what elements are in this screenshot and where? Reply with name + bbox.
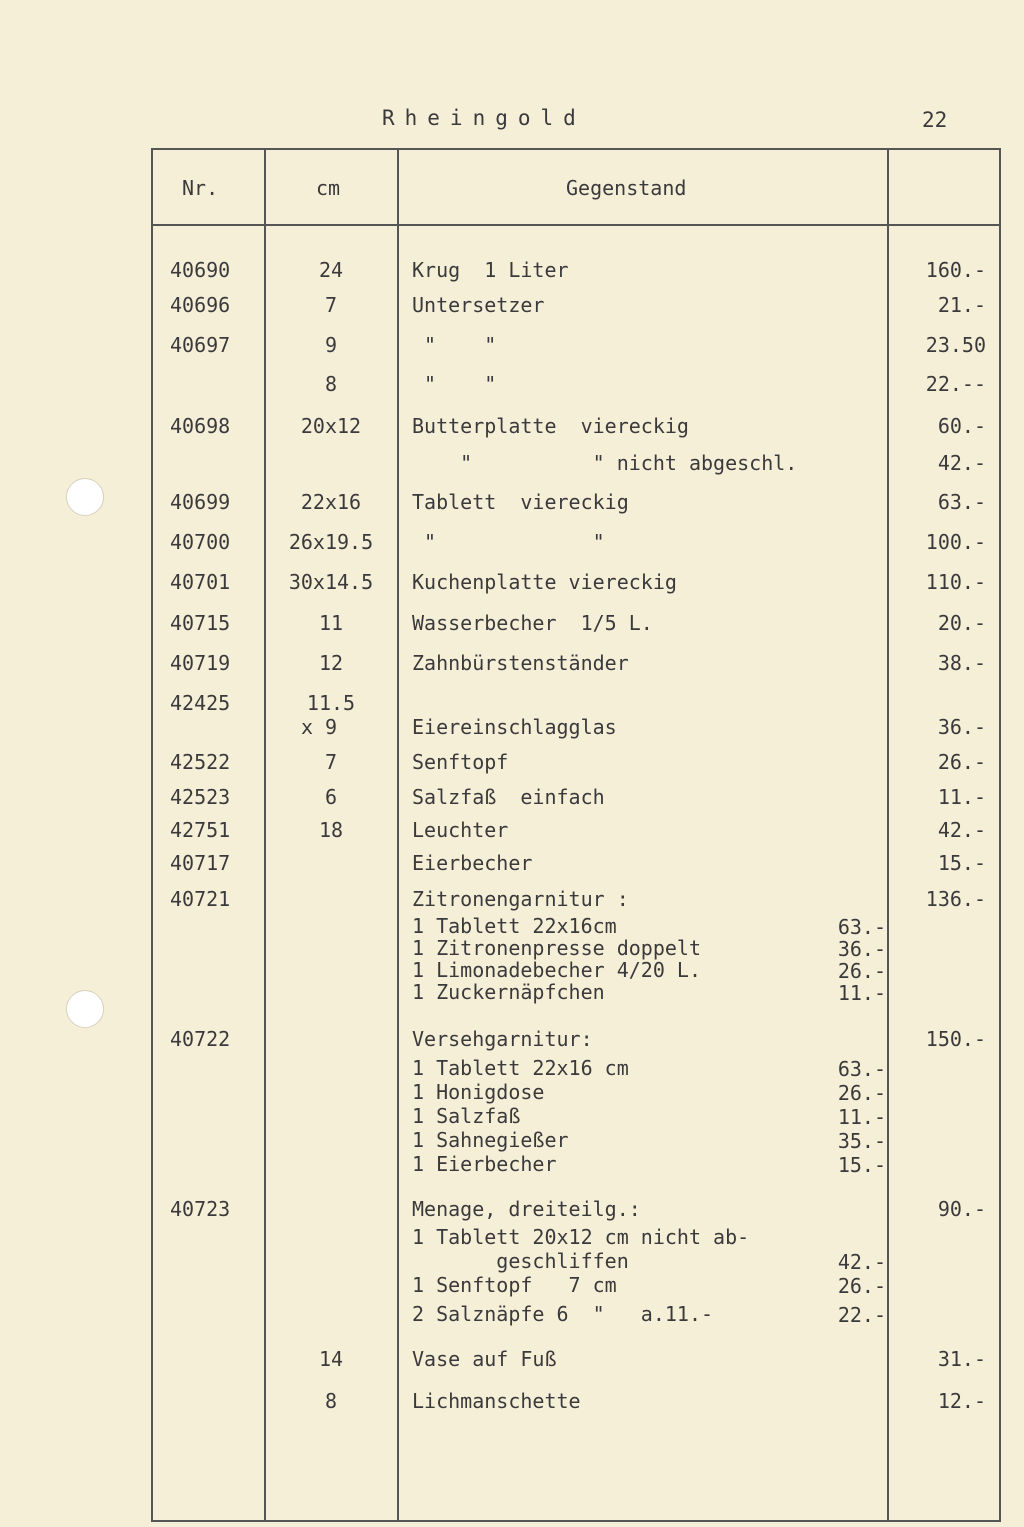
row-item: Lichmanschette	[412, 1389, 581, 1413]
row-number: 40719	[170, 651, 231, 675]
row-number: 42425	[170, 691, 231, 715]
row-price: 23.50	[925, 333, 986, 357]
set-item-text: 1 Eierbecher	[412, 1152, 557, 1176]
set-item-price: 42.-	[837, 1250, 886, 1274]
row-size: 11	[318, 611, 344, 635]
row-size-line2: x 9	[300, 715, 338, 739]
row-price: 11.-	[937, 785, 986, 809]
set-item-price: 35.-	[837, 1129, 886, 1153]
row-item: Zitronengarnitur :	[412, 887, 629, 911]
row-size: 14	[318, 1347, 344, 1371]
row-number: 40698	[170, 414, 231, 438]
set-item-price: 26.-	[837, 959, 886, 983]
table-border-top	[151, 148, 1001, 150]
set-item-price: 22.-	[837, 1303, 886, 1327]
row-price: 12.-	[937, 1389, 986, 1413]
row-price: 26.-	[937, 750, 986, 774]
row-price: 38.-	[937, 651, 986, 675]
table-border-bottom	[151, 1520, 1001, 1522]
punch-hole	[66, 990, 104, 1028]
row-price: 160.-	[925, 258, 986, 282]
row-number: 42523	[170, 785, 231, 809]
set-item-price: 63.-	[837, 915, 886, 939]
row-item: Leuchter	[412, 818, 509, 842]
row-item: Tablett viereckig	[412, 490, 629, 514]
row-number: 40717	[170, 851, 231, 875]
row-size: 8	[324, 372, 338, 396]
table-border-left	[151, 148, 153, 1522]
set-item-price: 15.-	[837, 1153, 886, 1177]
row-number: 42522	[170, 750, 231, 774]
row-size: 20x12	[300, 414, 362, 438]
row-size: 22x16	[300, 490, 362, 514]
row-item: " " nicht abgeschl.	[412, 451, 798, 475]
set-item-text: 1 Tablett 22x16cm	[412, 914, 617, 938]
row-number: 42751	[170, 818, 231, 842]
row-size: 8	[324, 1389, 338, 1413]
column-header-cm: cm	[316, 176, 341, 200]
row-size: 6	[324, 785, 338, 809]
row-price: 60.-	[937, 414, 986, 438]
row-size: 24	[318, 258, 344, 282]
row-number: 40721	[170, 887, 231, 911]
row-number: 40699	[170, 490, 231, 514]
page-number: 22	[922, 108, 948, 132]
row-price: 42.-	[937, 818, 986, 842]
row-size: 7	[324, 293, 338, 317]
column-divider	[887, 148, 889, 1522]
row-price: 63.-	[937, 490, 986, 514]
page-title: Rheingold	[382, 106, 586, 130]
row-size: 9	[324, 333, 338, 357]
row-number: 40715	[170, 611, 231, 635]
column-header-item: Gegenstand	[566, 176, 687, 200]
row-item: Untersetzer	[412, 293, 545, 317]
row-price: 110.-	[925, 570, 986, 594]
row-item: " "	[412, 333, 497, 357]
row-size: 30x14.5	[288, 570, 374, 594]
row-price: 15.-	[937, 851, 986, 875]
row-item: Eierbecher	[412, 851, 533, 875]
row-item: Kuchenplatte viereckig	[412, 570, 677, 594]
row-price: 36.-	[937, 715, 986, 739]
row-number: 40723	[170, 1197, 231, 1221]
set-item-price: 26.-	[837, 1081, 886, 1105]
row-size: 18	[318, 818, 344, 842]
set-item-text: 1 Limonadebecher 4/20 L.	[412, 958, 701, 982]
set-item-text: 1 Salzfaß	[412, 1104, 521, 1128]
punch-hole	[66, 478, 104, 516]
row-number: 40696	[170, 293, 231, 317]
row-number: 40700	[170, 530, 231, 554]
row-price: 90.-	[937, 1197, 986, 1221]
row-price: 150.-	[925, 1027, 986, 1051]
row-number: 40701	[170, 570, 231, 594]
row-price: 136.-	[925, 887, 986, 911]
row-price: 31.-	[937, 1347, 986, 1371]
row-item: Wasserbecher 1/5 L.	[412, 611, 653, 635]
column-header-nr: Nr.	[182, 176, 219, 200]
set-item-text: 2 Salznäpfe 6 " a.11.-	[412, 1302, 714, 1326]
set-item-text: 1 Tablett 22x16 cm	[412, 1056, 629, 1080]
set-item-price: 63.-	[837, 1057, 886, 1081]
row-item: Versehgarnitur:	[412, 1027, 593, 1051]
row-size: 26x19.5	[288, 530, 374, 554]
row-price: 21.-	[937, 293, 986, 317]
row-item: Zahnbürstenständer	[412, 651, 629, 675]
row-price: 20.-	[937, 611, 986, 635]
set-item-text: 1 Sahnegießer	[412, 1128, 569, 1152]
row-item: Eiereinschlagglas	[412, 715, 617, 739]
row-number: 40722	[170, 1027, 231, 1051]
set-item-text: 1 Tablett 20x12 cm nicht ab-	[412, 1225, 750, 1249]
row-number: 40697	[170, 333, 231, 357]
set-item-text: geschliffen	[412, 1249, 629, 1273]
set-item-price: 26.-	[837, 1274, 886, 1298]
row-price: 42.-	[937, 451, 986, 475]
row-item: Krug 1 Liter	[412, 258, 569, 282]
row-price: 100.-	[925, 530, 986, 554]
row-item: " "	[412, 372, 497, 396]
row-price: 22.--	[925, 372, 986, 396]
set-item-price: 36.-	[837, 937, 886, 961]
row-item: Vase auf Fuß	[412, 1347, 557, 1371]
table-border-right	[999, 148, 1001, 1522]
column-divider	[397, 148, 399, 1522]
row-item: Butterplatte viereckig	[412, 414, 689, 438]
set-item-text: 1 Senftopf 7 cm	[412, 1273, 617, 1297]
table-header-divider	[151, 224, 1001, 226]
row-number: 40690	[170, 258, 231, 282]
row-item: Senftopf	[412, 750, 509, 774]
row-item: Salzfaß einfach	[412, 785, 605, 809]
row-item: Menage, dreiteilg.:	[412, 1197, 641, 1221]
set-item-text: 1 Zuckernäpfchen	[412, 980, 605, 1004]
set-item-text: 1 Honigdose	[412, 1080, 545, 1104]
set-item-text: 1 Zitronenpresse doppelt	[412, 936, 701, 960]
row-item: " "	[412, 530, 605, 554]
row-size: 12	[318, 651, 344, 675]
row-size: 7	[324, 750, 338, 774]
set-item-price: 11.-	[837, 981, 886, 1005]
set-item-price: 11.-	[837, 1105, 886, 1129]
row-size: 11.5	[306, 691, 356, 715]
